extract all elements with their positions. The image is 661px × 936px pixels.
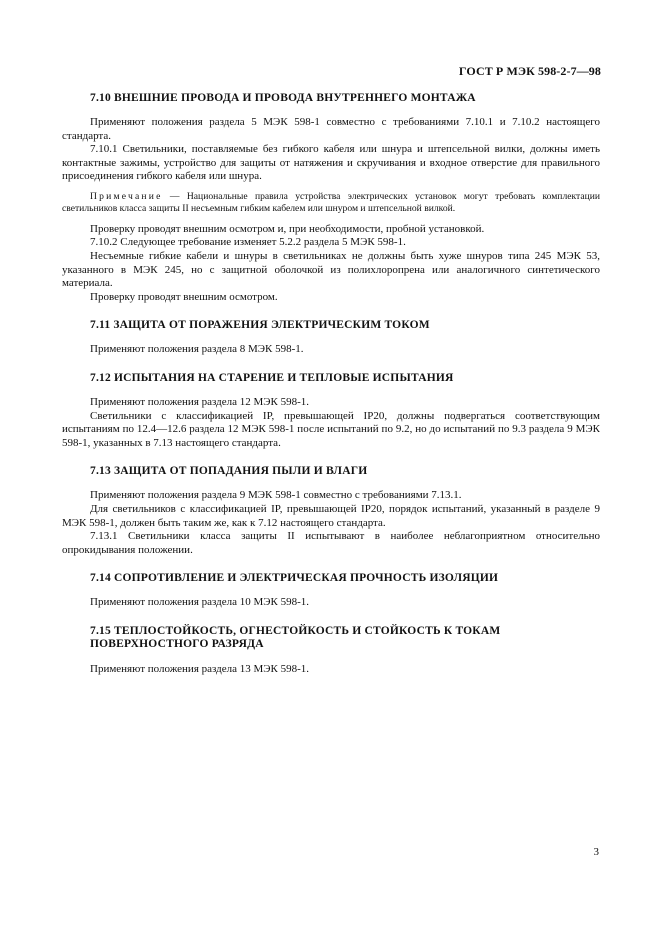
paragraph: Проверку проводят внешним осмотром.	[90, 290, 278, 303]
paragraph: Применяют положения раздела 12 МЭК 598-1.	[90, 395, 310, 408]
section-title: 7.11 ЗАЩИТА ОТ ПОРАЖЕНИЯ ЭЛЕКТРИЧЕСКИМ ТОКОМ	[90, 319, 430, 332]
section-7-13	[62, 465, 600, 557]
paragraph: Светильники с классификацией IP, превышающей IP20, должны подвергаться соответствующим испытаниям по 12.4—12.6 раздела 12 МЭК 598-1 после испытаний по 9.2, но до испытаний по 9.3 раздела 9 МЭК 598-1, указанных в 7.13 настоящего стандарта.	[62, 409, 600, 449]
section-title	[62, 625, 600, 651]
paragraph: Применяют положения раздела 5 МЭК 598-1 совместно с требованиями 7.10.1 и 7.10.2 настоящего стандарта.	[62, 116, 600, 142]
paragraph: Применяют положения раздела 13 МЭК 598-1.	[90, 662, 310, 675]
section-7-15	[62, 625, 600, 677]
section-title: 7.13 ЗАЩИТА ОТ ПОПАДАНИЯ ПЫЛИ И ВЛАГИ	[90, 465, 368, 478]
section-7-11	[62, 319, 600, 357]
paragraph: 7.10.1 Светильники, поставляемые без гибкого кабеля или шнура и штепсельной вилки, должны иметь контактные зажимы, устройство для защиты от натяжения и скручивания и входное отверстие для правильного присоединения гибкого кабеля или шнура.	[62, 143, 600, 183]
section-7-14	[62, 572, 600, 610]
paragraph: 7.13.1 Светильники класса защиты II испытывают в наиболее неблагоприятном относительно опрокидывания положении.	[62, 530, 600, 556]
note-label: Примечание	[90, 190, 163, 202]
section-title-line: 7.15 ТЕПЛОСТОЙКОСТЬ, ОГНЕСТОЙКОСТЬ И СТОЙКОСТЬ К ТОКАМ	[90, 624, 501, 637]
document-code: ГОСТ Р МЭК 598-2-7—98	[458, 64, 601, 78]
document-body	[62, 92, 600, 691]
note	[62, 191, 600, 216]
section-title: 7.14 СОПРОТИВЛЕНИЕ И ЭЛЕКТРИЧЕСКАЯ ПРОЧНОСТЬ ИЗОЛЯЦИИ	[90, 572, 499, 585]
section-7-10	[62, 92, 600, 304]
section-title-line: ПОВЕРХНОСТНОГО РАЗРЯДА	[90, 637, 264, 650]
paragraph: Несъемные гибкие кабели и шнуры в светильниках не должны быть хуже шнуров типа 245 МЭК 53, указанного в МЭК 245, но с защитной оболочкой из полихлоропрена или аналогичного синтетического материала.	[62, 249, 600, 290]
paragraph: 7.10.2 Следующее требование изменяет 5.2.2 раздела 5 МЭК 598-1.	[90, 236, 406, 249]
note-text: — Национальные правила устройства электрических установок могут требовать комплектации светильников класса защиты II несъемным гибким кабелем или шнуром и штепсельной вилкой.	[62, 190, 600, 215]
section-7-12	[62, 372, 600, 450]
page-number: 3	[593, 846, 599, 858]
section-title: 7.12 ИСПЫТАНИЯ НА СТАРЕНИЕ И ТЕПЛОВЫЕ ИСПЫТАНИЯ	[90, 371, 454, 384]
section-title: 7.10 ВНЕШНИЕ ПРОВОДА И ПРОВОДА ВНУТРЕННЕГО МОНТАЖА	[90, 92, 476, 104]
paragraph: Для светильников с классификацией IP, превышающей IP20, порядок испытаний, указанный в разделе 9 МЭК 598-1, должен быть таким же, как к 7.12 настоящего стандарта.	[62, 502, 600, 529]
paragraph: Применяют положения раздела 10 МЭК 598-1.	[90, 596, 310, 609]
paragraph: Применяют положения раздела 8 МЭК 598-1.	[90, 343, 304, 356]
paragraph: Применяют положения раздела 9 МЭК 598-1 совместно с требованиями 7.13.1.	[90, 489, 462, 502]
paragraph: Проверку проводят внешним осмотром и, при необходимости, пробной установкой.	[90, 222, 485, 235]
